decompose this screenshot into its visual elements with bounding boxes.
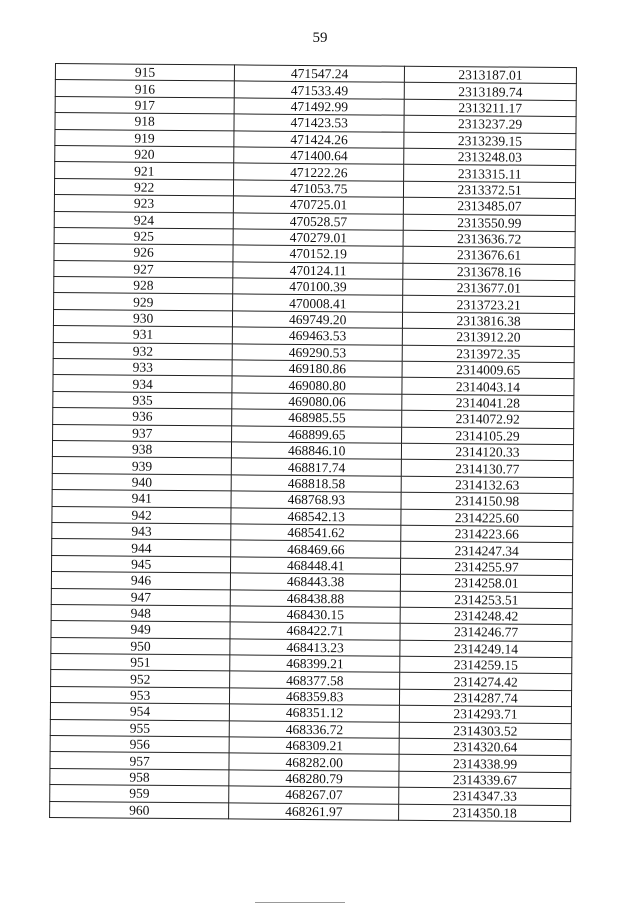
y-coordinate-cell: 2314338.99 [399, 755, 571, 773]
x-coordinate-cell: 468448.41 [231, 557, 401, 575]
x-coordinate-cell: 471400.64 [234, 147, 404, 165]
point-number-cell: 940 [52, 473, 231, 491]
x-coordinate-cell: 471533.49 [235, 81, 405, 99]
coordinates-table [49, 63, 577, 822]
footer-rule [255, 902, 345, 903]
point-number-cell: 951 [51, 654, 230, 672]
point-number-cell: 941 [52, 490, 231, 508]
x-coordinate-cell: 468359.83 [230, 688, 400, 706]
y-coordinate-cell: 2314320.64 [399, 738, 571, 756]
point-number-cell: 927 [54, 260, 233, 278]
point-number-cell: 938 [52, 440, 231, 458]
y-coordinate-cell: 2314009.65 [402, 361, 574, 379]
x-coordinate-cell: 468443.38 [231, 573, 401, 591]
y-coordinate-cell: 2313676.61 [403, 247, 575, 265]
y-coordinate-cell: 2314247.34 [401, 542, 573, 560]
point-number-cell: 925 [54, 227, 233, 245]
point-number-cell: 928 [54, 277, 233, 295]
y-coordinate-cell: 2314258.01 [400, 574, 572, 592]
y-coordinate-cell: 2314120.33 [402, 443, 574, 461]
y-coordinate-cell: 2313723.21 [403, 296, 575, 314]
point-number-cell: 957 [50, 752, 229, 770]
x-coordinate-cell: 468430.15 [230, 606, 400, 624]
x-coordinate-cell: 470725.01 [234, 196, 404, 214]
point-number-cell: 930 [53, 309, 232, 327]
y-coordinate-cell: 2314105.29 [402, 427, 574, 445]
x-coordinate-cell: 468985.55 [232, 409, 402, 427]
y-coordinate-cell: 2313237.29 [404, 115, 576, 133]
y-coordinate-cell: 2313677.01 [403, 279, 575, 297]
y-coordinate-cell: 2313315.11 [404, 165, 576, 183]
x-coordinate-cell: 468309.21 [229, 737, 399, 755]
point-number-cell: 944 [52, 539, 231, 557]
point-number-cell: 953 [50, 686, 229, 704]
x-coordinate-cell: 470124.11 [233, 262, 403, 280]
y-coordinate-cell: 2314246.77 [400, 624, 572, 642]
point-number-cell: 960 [50, 801, 229, 819]
x-coordinate-cell: 468542.13 [231, 507, 401, 525]
y-coordinate-cell: 2314223.66 [401, 525, 573, 543]
y-coordinate-cell: 2314253.51 [400, 591, 572, 609]
y-coordinate-cell: 2313211.17 [404, 99, 576, 117]
y-coordinate-cell: 2314132.63 [401, 476, 573, 494]
x-coordinate-cell: 468282.00 [229, 753, 399, 771]
x-coordinate-cell: 471222.26 [234, 163, 404, 181]
point-number-cell: 947 [51, 588, 230, 606]
y-coordinate-cell: 2314347.33 [399, 787, 571, 805]
point-number-cell: 918 [55, 113, 234, 131]
point-number-cell: 916 [55, 80, 234, 98]
point-number-cell: 945 [52, 555, 231, 573]
y-coordinate-cell: 2314043.14 [402, 378, 574, 396]
y-coordinate-cell: 2314150.98 [401, 492, 573, 510]
point-number-cell: 915 [55, 64, 234, 82]
x-coordinate-cell: 470279.01 [233, 229, 403, 247]
x-coordinate-cell: 468336.72 [230, 721, 400, 739]
x-coordinate-cell: 469749.20 [233, 311, 403, 329]
x-coordinate-cell: 471423.53 [234, 114, 404, 132]
x-coordinate-cell: 468438.88 [231, 589, 401, 607]
x-coordinate-cell: 468267.07 [229, 786, 399, 804]
point-number-cell: 920 [55, 145, 234, 163]
x-coordinate-cell: 468899.65 [232, 425, 402, 443]
y-coordinate-cell: 2314293.71 [399, 705, 571, 723]
point-number-cell: 936 [53, 408, 232, 426]
x-coordinate-cell: 470008.41 [233, 294, 403, 312]
point-number-cell: 931 [53, 326, 232, 344]
x-coordinate-cell: 469180.86 [232, 360, 402, 378]
y-coordinate-cell: 2314225.60 [401, 509, 573, 527]
y-coordinate-cell: 2313816.38 [403, 312, 575, 330]
point-number-cell: 924 [54, 211, 233, 229]
point-number-cell: 949 [51, 621, 230, 639]
point-number-cell: 959 [50, 785, 229, 803]
y-coordinate-cell: 2314249.14 [400, 640, 572, 658]
page-number: 59 [312, 30, 328, 46]
x-coordinate-cell: 468399.21 [230, 655, 400, 673]
point-number-cell: 958 [50, 768, 229, 786]
x-coordinate-cell: 468768.93 [231, 491, 401, 509]
x-coordinate-cell: 469463.53 [233, 327, 403, 345]
point-number-cell: 956 [50, 735, 229, 753]
point-number-cell: 939 [52, 457, 231, 475]
y-coordinate-cell: 2313248.03 [404, 148, 576, 166]
point-number-cell: 955 [50, 719, 229, 737]
y-coordinate-cell: 2313187.01 [404, 66, 576, 84]
point-number-cell: 935 [53, 391, 232, 409]
y-coordinate-cell: 2313372.51 [404, 181, 576, 199]
x-coordinate-cell: 468469.66 [231, 540, 401, 558]
x-coordinate-cell: 468422.71 [230, 622, 400, 640]
point-number-cell: 950 [51, 637, 230, 655]
x-coordinate-cell: 468817.74 [232, 458, 402, 476]
y-coordinate-cell: 2313912.20 [402, 328, 574, 346]
x-coordinate-cell: 468413.23 [230, 639, 400, 657]
y-coordinate-cell: 2314259.15 [400, 656, 572, 674]
y-coordinate-cell: 2313636.72 [403, 230, 575, 248]
x-coordinate-cell: 471492.99 [234, 98, 404, 116]
coordinates-table-body [50, 64, 577, 822]
y-coordinate-cell: 2313239.15 [404, 132, 576, 150]
x-coordinate-cell: 470528.57 [234, 212, 404, 230]
x-coordinate-cell: 469080.80 [232, 376, 402, 394]
x-coordinate-cell: 468351.12 [230, 704, 400, 722]
y-coordinate-cell: 2313189.74 [404, 83, 576, 101]
x-coordinate-cell: 468541.62 [231, 524, 401, 542]
point-number-cell: 937 [53, 424, 232, 442]
point-number-cell: 933 [53, 359, 232, 377]
x-coordinate-cell: 469080.06 [232, 393, 402, 411]
x-coordinate-cell: 468377.58 [230, 671, 400, 689]
point-number-cell: 934 [53, 375, 232, 393]
y-coordinate-cell: 2314041.28 [402, 394, 574, 412]
point-number-cell: 919 [55, 129, 234, 147]
point-number-cell: 946 [51, 572, 230, 590]
x-coordinate-cell: 468818.58 [231, 475, 401, 493]
table-row [50, 801, 571, 821]
y-coordinate-cell: 2314072.92 [402, 410, 574, 428]
x-coordinate-cell: 468846.10 [232, 442, 402, 460]
y-coordinate-cell: 2313485.07 [403, 197, 575, 215]
x-coordinate-cell: 468261.97 [229, 802, 399, 820]
x-coordinate-cell: 471053.75 [234, 180, 404, 198]
point-number-cell: 943 [52, 522, 231, 540]
x-coordinate-cell: 471424.26 [234, 130, 404, 148]
point-number-cell: 942 [52, 506, 231, 524]
y-coordinate-cell: 2314303.52 [399, 722, 571, 740]
y-coordinate-cell: 2314287.74 [400, 689, 572, 707]
y-coordinate-cell: 2314350.18 [399, 804, 571, 822]
x-coordinate-cell: 470152.19 [233, 245, 403, 263]
x-coordinate-cell: 471547.24 [235, 65, 405, 83]
y-coordinate-cell: 2314274.42 [400, 673, 572, 691]
point-number-cell: 922 [54, 178, 233, 196]
point-number-cell: 948 [51, 604, 230, 622]
x-coordinate-cell: 470100.39 [233, 278, 403, 296]
x-coordinate-cell: 469290.53 [232, 344, 402, 362]
y-coordinate-cell: 2314248.42 [400, 607, 572, 625]
y-coordinate-cell: 2314255.97 [401, 558, 573, 576]
y-coordinate-cell: 2313972.35 [402, 345, 574, 363]
x-coordinate-cell: 468280.79 [229, 770, 399, 788]
point-number-cell: 932 [53, 342, 232, 360]
point-number-cell: 929 [54, 293, 233, 311]
point-number-cell: 921 [55, 162, 234, 180]
y-coordinate-cell: 2313550.99 [403, 214, 575, 232]
y-coordinate-cell: 2313678.16 [403, 263, 575, 281]
point-number-cell: 923 [54, 195, 233, 213]
y-coordinate-cell: 2314339.67 [399, 771, 571, 789]
point-number-cell: 917 [55, 96, 234, 114]
y-coordinate-cell: 2314130.77 [401, 460, 573, 478]
point-number-cell: 954 [50, 703, 229, 721]
point-number-cell: 926 [54, 244, 233, 262]
point-number-cell: 952 [51, 670, 230, 688]
